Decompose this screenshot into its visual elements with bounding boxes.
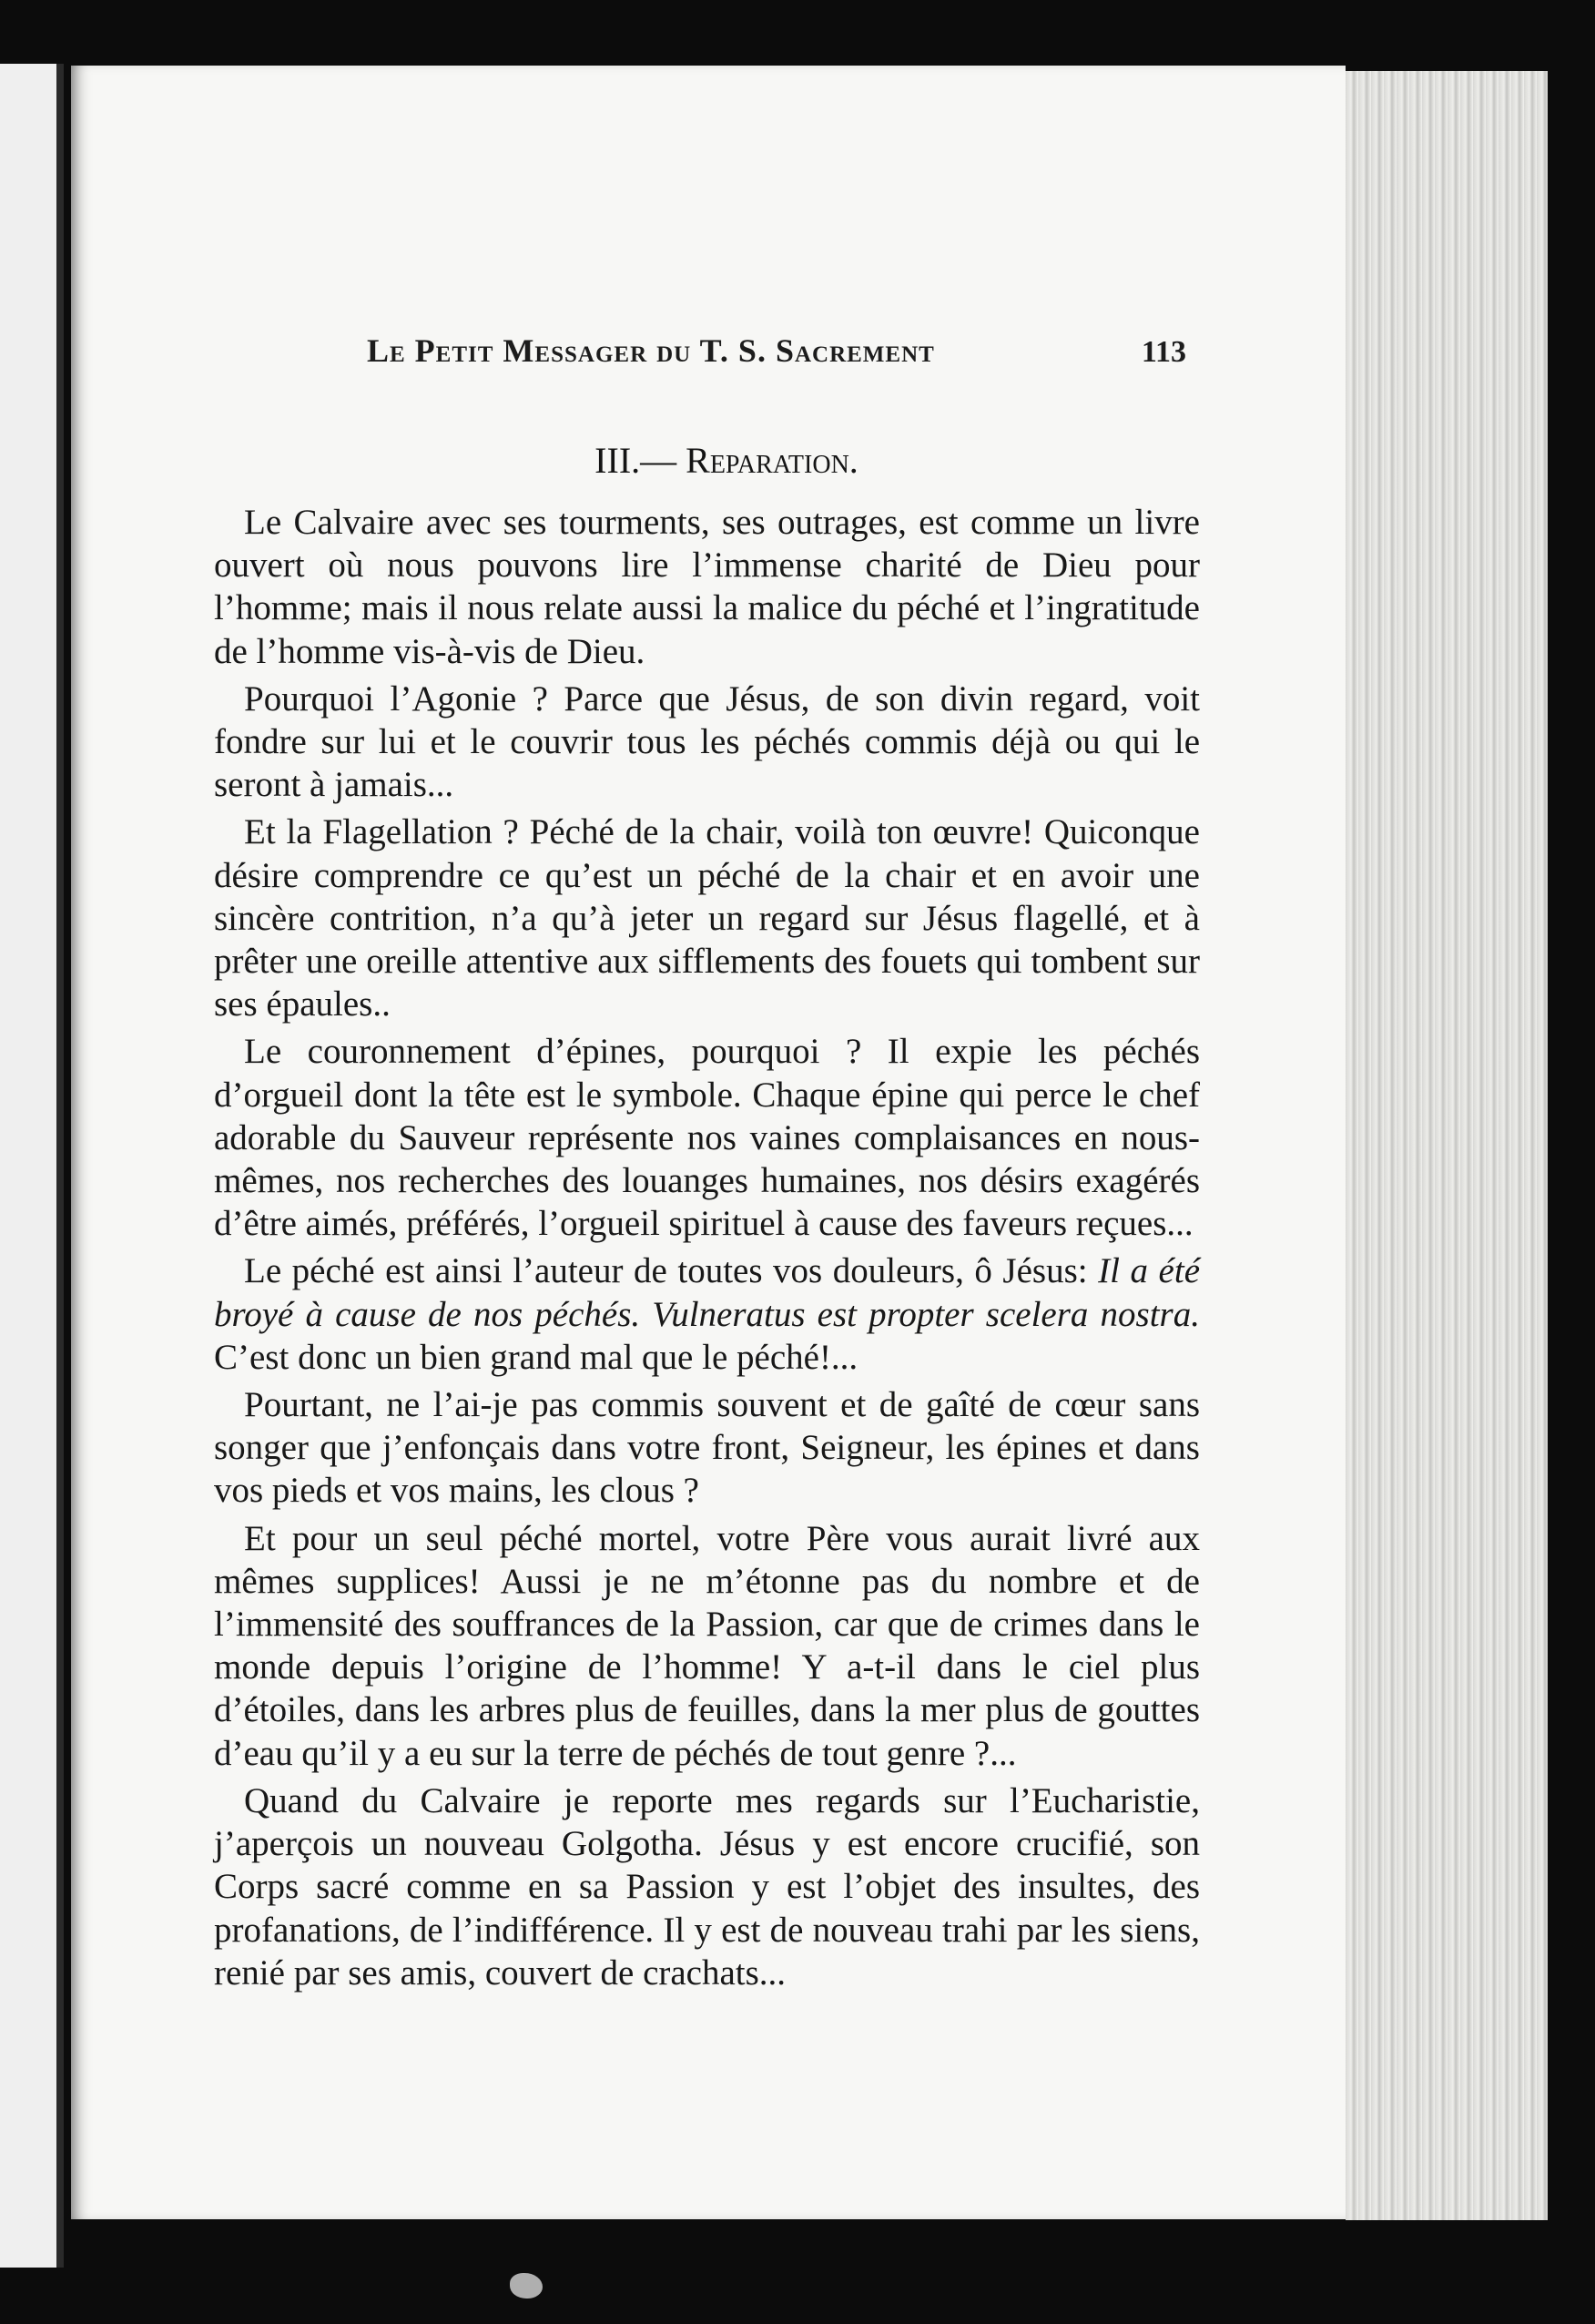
paragraph-text: Le couronnement d’épines, pourquoi ? Il expie les péchés d’orgueil dont la tête est le symbole. Chaque épine qui perce le chef adorable du Sauveur représente nos vaines complaisances en nous-mêmes, nos recherches des louanges humaines, nos désirs exagérés d’être aimés, préférés, l’orgueil spirituel à cause des faveurs reçues...: [214, 1032, 1200, 1244]
paragraph-text: Pourquoi l’Agonie ? Parce que Jésus, de son divin regard, voit fondre sur lui et le couvrir tous les péchés commis déjà ou qui le seront à jamais...: [214, 678, 1200, 805]
section-title: III.— Reparation.: [594, 440, 858, 481]
paragraph-7: [214, 1517, 1200, 1775]
paragraph-6: [214, 1383, 1200, 1513]
running-title: Le Petit Messager du T. S. Sacrement: [367, 332, 935, 369]
paragraph-text: Quand du Calvaire je reporte mes regards sur l’Eucharistie, j’aperçois un nouveau Golgotha. Jésus y est encore crucifié, son Corps sacré comme en sa Passion y est l’objet des insultes, des profanations, de l’indifférence. Il y est de nouveau trahi par les siens, renié par ses amis, couvert de crachats...: [214, 1780, 1200, 1993]
italic-quotation: Il a été broyé à cause de nos péchés. Vulneratus est propter scelera nostra.: [214, 1251, 1200, 1334]
paragraph-text: Et la Flagellation ? Péché de la chair, voilà ton œuvre! Quiconque désire comprendre ce qu’est un péché de la chair et en avoir une sincère contrition, n’a qu’à jeter un regard sur Jésus flagellé, et à prêter une oreille attentive aux sifflements des fouets qui tombent sur ses épaules..: [214, 812, 1200, 1024]
paragraph-3: [214, 810, 1200, 1025]
body-text: [214, 501, 1200, 1999]
running-header: [367, 331, 1186, 370]
book-page: [71, 66, 1346, 2219]
paragraph-1: [214, 501, 1200, 673]
film-smudge: [510, 2273, 543, 2299]
page-number: 113: [1141, 335, 1186, 369]
paragraph-text: C’est donc un bien grand mal que le péché!...: [214, 1337, 858, 1377]
paragraph-5: [214, 1249, 1200, 1379]
paragraph-8: [214, 1779, 1200, 1994]
facing-page-edge: [0, 64, 64, 2268]
paragraph-text: Et pour un seul péché mortel, votre Père vous aurait livré aux mêmes supplices! Aussi je ne m’étonne pas du nombre et de l’immensité des souffrances de la Passion, car que de crimes dans le monde depuis l’origine de l’homme! Y a-t-il dans le ciel plus d’étoiles, dans les arbres plus de feuilles, dans la mer plus de gouttes d’eau qu’il y a eu sur la terre de péchés de tout genre ?...: [214, 1518, 1200, 1773]
paragraph-text: Le Calvaire avec ses tourments, ses outrages, est comme un livre ouvert où nous pouvons lire l’immense charité de Dieu pour l’homme; mais il nous relate aussi la malice du péché et l’ingratitude de l’homme vis-à-vis de Dieu.: [214, 503, 1200, 671]
paragraph-2: [214, 678, 1200, 807]
page-block-edges: [1346, 71, 1548, 2220]
paragraph-text: Le péché est ainsi l’auteur de toutes vos douleurs, ô Jésus:: [244, 1251, 1099, 1291]
paragraph-4: [214, 1030, 1200, 1245]
paragraph-text: Pourtant, ne l’ai-je pas commis souvent et de gaîté de cœur sans songer que j’enfonçais dans votre front, Seigneur, les épines et dans vos pieds et vos mains, les clous ?: [214, 1385, 1200, 1511]
